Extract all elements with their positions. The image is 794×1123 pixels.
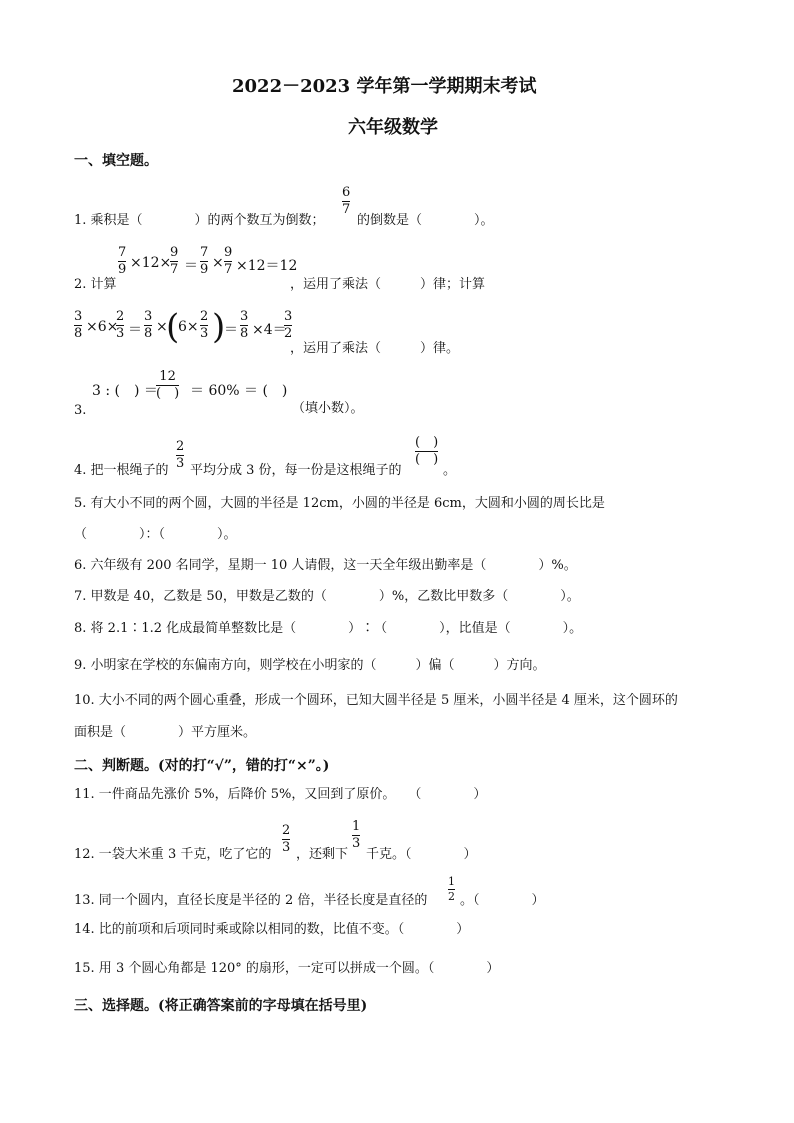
numerator: 2 <box>176 439 185 454</box>
expr2-frac-3-2 <box>284 310 292 341</box>
question-1-fraction <box>342 186 350 217</box>
expr2-eq2: ＝ <box>224 322 238 338</box>
expr2-tail: ×4＝ <box>252 322 287 338</box>
question-1-part-b: 的倒数是（ ）。 <box>357 213 494 228</box>
question-8: 8. 将 2.1∶1.2 化成最简单整数比是（ ）∶（ ），比值是（ ）。 <box>74 621 583 636</box>
section-fill-blank: 一、填空题。 <box>74 153 158 169</box>
expr1-frac-d <box>224 246 232 277</box>
expr2-lparen: ( <box>166 307 180 347</box>
numerator: 3 <box>144 309 153 324</box>
q3-expr-b: ＝ 60% ＝ ( ) <box>190 383 288 399</box>
answer-denominator-blank[interactable]: ( ) <box>415 452 439 467</box>
numerator: 2 <box>200 309 209 324</box>
expr2-frac-3-8 <box>74 310 82 341</box>
expr2-times: × <box>156 319 168 335</box>
question-12-fraction-1 <box>282 824 290 855</box>
numerator: 2 <box>282 823 291 838</box>
numerator: 2 <box>116 309 125 324</box>
denominator: 3 <box>200 326 209 341</box>
denominator: 3 <box>282 840 291 855</box>
question-15: 15. 用 3 个圆心角都是 120° 的扇形，一定可以拼成一个圆。（ ） <box>74 961 500 976</box>
question-12-part-b: ，还剩下 <box>296 847 349 862</box>
denominator: 2 <box>448 890 455 903</box>
denominator: 2 <box>284 326 293 341</box>
denominator: ( ) <box>156 386 180 401</box>
section-multiple-choice: 三、选择题。(将正确答案前的字母填在括号里) <box>74 998 368 1014</box>
question-7: 7. 甲数是 40，乙数是 50，甲数是乙数的（ ）%，乙数比甲数多（ ）。 <box>74 589 580 604</box>
denominator: 8 <box>144 326 153 341</box>
numerator: 3 <box>74 309 83 324</box>
question-14: 14. 比的前项和后项同时乘或除以相同的数，比值不变。（ ） <box>74 922 470 937</box>
question-4-fraction <box>176 440 184 471</box>
numerator: 1 <box>352 819 361 834</box>
denominator: 9 <box>118 262 127 277</box>
question-10-line-1: 10. 大小不同的两个圆心重叠，形成一个圆环，已知大圆半径是 5 厘米，小圆半径是 4 厘米，这个圆环的 <box>74 693 678 708</box>
question-13-part-a: 13. 同一个圆内，直径长度是半径的 2 倍，半径长度是直径的 <box>74 893 428 908</box>
question-12-part-c: 千克。（ ） <box>366 847 477 862</box>
denominator: 9 <box>200 262 209 277</box>
denominator: 7 <box>170 262 179 277</box>
fraction-denominator: 7 <box>342 202 351 217</box>
expr1-equals: ＝ <box>184 258 198 274</box>
question-12-part-a: 12. 一袋大米重 3 千克，吃了它的 <box>74 847 272 862</box>
expr2-frac-3-8c <box>240 310 248 341</box>
denominator: 8 <box>74 326 83 341</box>
numerator: 12 <box>159 369 176 384</box>
expr2-inner: 6× <box>178 319 199 335</box>
denominator: 3 <box>352 836 361 851</box>
question-13-part-b: 。（ ） <box>460 893 545 908</box>
question-5-line-1: 5. 有大小不同的两个圆，大圆的半径是 12cm，小圆的半径是 6cm，大圆和小圆的周长比是 <box>74 496 605 511</box>
numerator: 7 <box>200 245 209 260</box>
expr2-frac-2-3 <box>116 310 124 341</box>
exam-title: 2022－2023 学年第一学期期末考试 <box>232 76 537 97</box>
fraction-numerator: 6 <box>342 185 351 200</box>
expr1-frac-c <box>200 246 208 277</box>
question-11: 11. 一件商品先涨价 5%，后降价 5%，又回到了原价。 （ ） <box>74 787 487 802</box>
answer-numerator-blank[interactable]: ( ) <box>415 435 439 450</box>
question-3-number: 3. <box>74 403 87 418</box>
question-2-mid: ，运用了乘法（ ）律；计算 <box>290 277 486 292</box>
expr1-times: × <box>212 255 224 271</box>
q3-fraction <box>156 370 179 401</box>
question-2-prefix: 2. 计算 <box>74 277 117 292</box>
denominator: 3 <box>176 456 185 471</box>
denominator: 7 <box>224 262 233 277</box>
expr2-frac-2-3b <box>200 310 208 341</box>
question-10-line-2: 面积是（ ）平方厘米。 <box>74 725 257 740</box>
question-4-part-c: 。 <box>443 463 457 478</box>
question-3-note: （填小数）。 <box>292 401 364 416</box>
question-4-answer-fraction[interactable] <box>415 436 438 467</box>
q3-expr-a: 3 : ( ) ＝ <box>92 383 158 399</box>
denominator: 3 <box>116 326 125 341</box>
expr1-tail: ×12＝12 <box>236 258 298 274</box>
question-4-part-a: 4. 把一根绳子的 <box>74 463 169 478</box>
expr2-rparen: ) <box>212 307 226 347</box>
question-6: 6. 六年级有 200 名同学，星期一 10 人请假，这一天全年级出勤率是（ ）%。 <box>74 558 577 573</box>
denominator: 8 <box>240 326 249 341</box>
numerator: 9 <box>224 245 233 260</box>
expr1-op-a: ×12× <box>130 255 172 271</box>
question-4-part-b: 平均分成 3 份，每一份是这根绳子的 <box>190 463 402 478</box>
numerator: 9 <box>170 245 179 260</box>
numerator: 7 <box>118 245 127 260</box>
numerator: 3 <box>240 309 249 324</box>
question-9: 9. 小明家在学校的东偏南方向，则学校在小明家的（ ）偏（ ）方向。 <box>74 658 546 673</box>
expr2-eq: ＝ <box>128 322 142 338</box>
question-12-fraction-2 <box>352 820 360 851</box>
section-true-false: 二、判断题。(对的打“√”，错的打“×”。) <box>74 758 330 774</box>
question-13-fraction <box>448 876 455 903</box>
expr1-frac-b <box>170 246 178 277</box>
expr2-frac-3-8b <box>144 310 152 341</box>
expr2-op: ×6× <box>86 319 119 335</box>
question-5-line-2: （ ）：（ ）。 <box>74 527 237 542</box>
expr1-frac-a <box>118 246 126 277</box>
numerator: 1 <box>448 875 455 888</box>
question-1-part-a: 1. 乘积是（ ）的两个数互为倒数； <box>74 213 325 228</box>
exam-subtitle: 六年级数学 <box>348 117 438 138</box>
question-2-tail: ，运用了乘法（ ）律。 <box>290 341 460 356</box>
numerator: 3 <box>284 309 293 324</box>
